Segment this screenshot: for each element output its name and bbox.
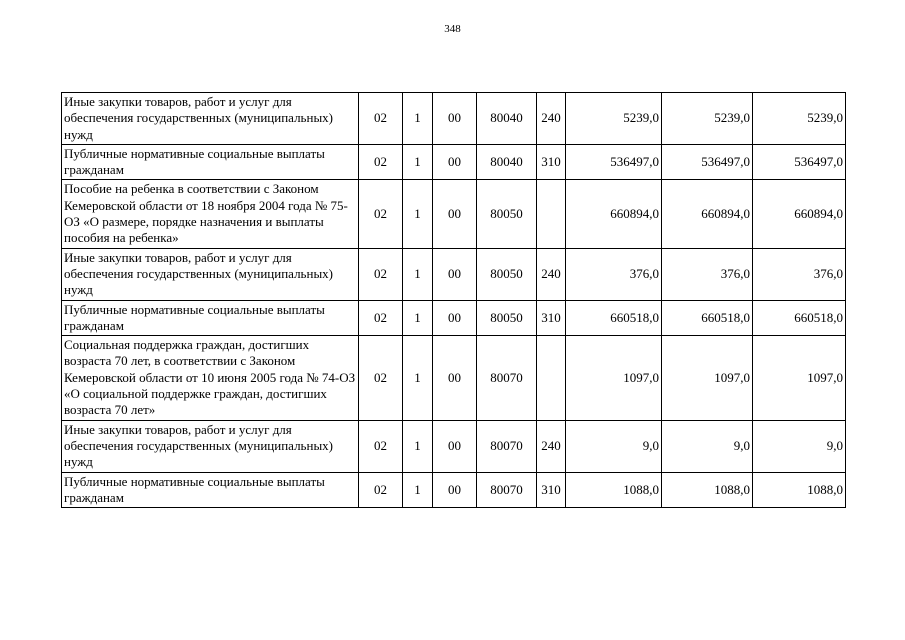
program-code: 00 — [433, 93, 477, 145]
subsection-code: 1 — [403, 248, 433, 300]
subsection-code: 1 — [403, 472, 433, 508]
amount-year-2: 5239,0 — [662, 93, 753, 145]
target-code: 80040 — [477, 93, 537, 145]
table-row — [62, 93, 846, 145]
section-code: 02 — [359, 472, 403, 508]
section-code: 02 — [359, 420, 403, 472]
page-number: 348 — [444, 23, 461, 35]
program-code: 00 — [433, 248, 477, 300]
target-code: 80050 — [477, 300, 537, 336]
amount-year-1: 376,0 — [566, 248, 662, 300]
section-code: 02 — [359, 336, 403, 420]
amount-year-2: 1097,0 — [662, 336, 753, 420]
expense-type-code: 240 — [537, 93, 566, 145]
subsection-code: 1 — [403, 420, 433, 472]
amount-year-2: 9,0 — [662, 420, 753, 472]
program-code: 00 — [433, 472, 477, 508]
expense-type-code: 240 — [537, 420, 566, 472]
table-row — [62, 248, 846, 300]
table-row — [62, 472, 846, 508]
subsection-code: 1 — [403, 144, 433, 180]
table-row — [62, 420, 846, 472]
subsection-code: 1 — [403, 336, 433, 420]
target-code: 80070 — [477, 420, 537, 472]
table-row — [62, 180, 846, 248]
amount-year-2: 536497,0 — [662, 144, 753, 180]
row-description: Пособие на ребенка в соответствии с Законом Кемеровской области от 18 ноября 2004 года № 75-ОЗ «О размере, порядке назначения и выплаты пособия на ребенка» — [62, 180, 359, 248]
amount-year-1: 660894,0 — [566, 180, 662, 248]
amount-year-3: 660518,0 — [753, 300, 846, 336]
table-row — [62, 336, 846, 420]
table-row — [62, 144, 846, 180]
amount-year-1: 1088,0 — [566, 472, 662, 508]
table-row — [62, 300, 846, 336]
subsection-code: 1 — [403, 300, 433, 336]
row-description: Социальная поддержка граждан, достигших возраста 70 лет, в соответствии с Законом Кемеровской области от 10 июня 2005 года № 74-ОЗ «О социальной поддержке граждан, достигших возраста 70 лет» — [62, 336, 359, 420]
section-code: 02 — [359, 144, 403, 180]
amount-year-1: 660518,0 — [566, 300, 662, 336]
amount-year-2: 376,0 — [662, 248, 753, 300]
amount-year-1: 536497,0 — [566, 144, 662, 180]
amount-year-2: 1088,0 — [662, 472, 753, 508]
row-description: Иные закупки товаров, работ и услуг для обеспечения государственных (муниципальных) нужд — [62, 248, 359, 300]
amount-year-3: 1088,0 — [753, 472, 846, 508]
row-description: Публичные нормативные социальные выплаты гражданам — [62, 144, 359, 180]
amount-year-3: 9,0 — [753, 420, 846, 472]
program-code: 00 — [433, 336, 477, 420]
section-code: 02 — [359, 300, 403, 336]
amount-year-1: 1097,0 — [566, 336, 662, 420]
amount-year-3: 660894,0 — [753, 180, 846, 248]
row-description: Иные закупки товаров, работ и услуг для обеспечения государственных (муниципальных) нужд — [62, 420, 359, 472]
section-code: 02 — [359, 180, 403, 248]
row-description: Публичные нормативные социальные выплаты гражданам — [62, 472, 359, 508]
amount-year-2: 660518,0 — [662, 300, 753, 336]
row-description: Публичные нормативные социальные выплаты гражданам — [62, 300, 359, 336]
amount-year-3: 1097,0 — [753, 336, 846, 420]
row-description: Иные закупки товаров, работ и услуг для обеспечения государственных (муниципальных) нужд — [62, 93, 359, 145]
budget-table — [61, 92, 846, 508]
expense-type-code: 310 — [537, 472, 566, 508]
amount-year-2: 660894,0 — [662, 180, 753, 248]
subsection-code: 1 — [403, 93, 433, 145]
amount-year-1: 5239,0 — [566, 93, 662, 145]
program-code: 00 — [433, 420, 477, 472]
target-code: 80050 — [477, 180, 537, 248]
section-code: 02 — [359, 93, 403, 145]
target-code: 80070 — [477, 336, 537, 420]
expense-type-code — [537, 180, 566, 248]
expense-type-code: 310 — [537, 144, 566, 180]
expense-type-code — [537, 336, 566, 420]
amount-year-1: 9,0 — [566, 420, 662, 472]
subsection-code: 1 — [403, 180, 433, 248]
program-code: 00 — [433, 180, 477, 248]
target-code: 80040 — [477, 144, 537, 180]
amount-year-3: 536497,0 — [753, 144, 846, 180]
expense-type-code: 310 — [537, 300, 566, 336]
section-code: 02 — [359, 248, 403, 300]
amount-year-3: 5239,0 — [753, 93, 846, 145]
program-code: 00 — [433, 300, 477, 336]
program-code: 00 — [433, 144, 477, 180]
target-code: 80050 — [477, 248, 537, 300]
amount-year-3: 376,0 — [753, 248, 846, 300]
target-code: 80070 — [477, 472, 537, 508]
expense-type-code: 240 — [537, 248, 566, 300]
